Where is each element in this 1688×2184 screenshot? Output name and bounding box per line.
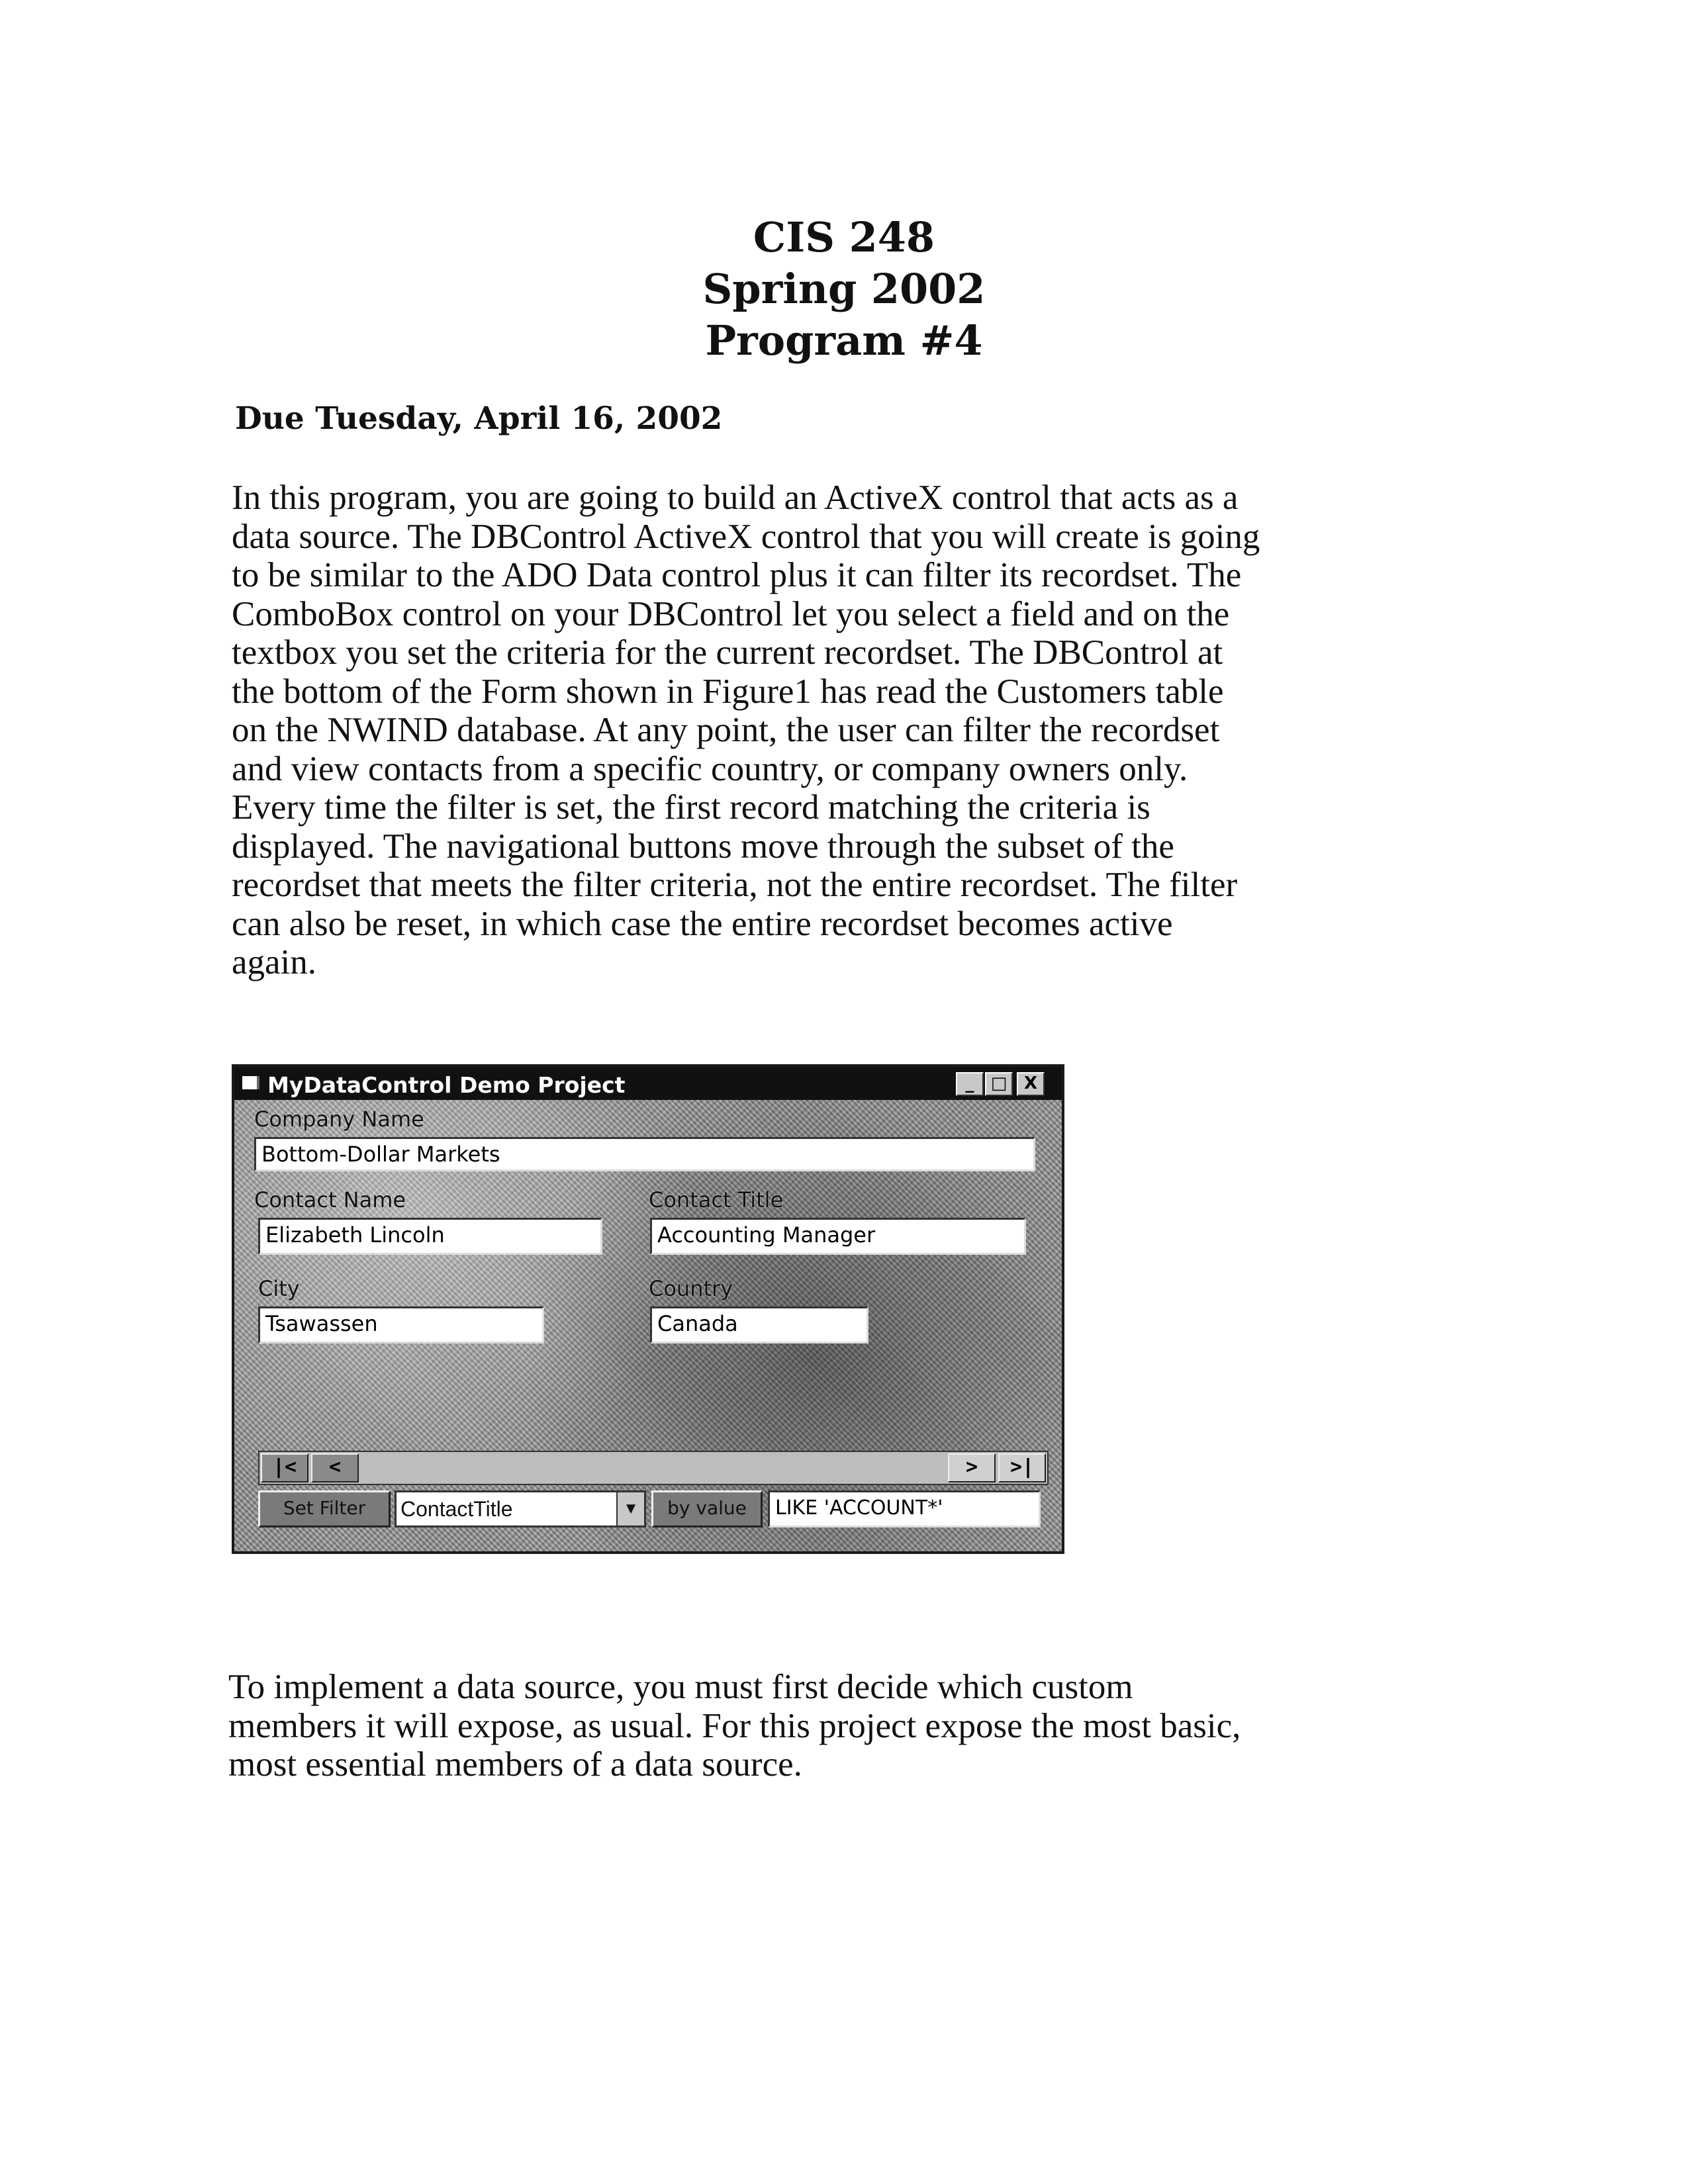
set-filter-button[interactable]: Set Filter <box>258 1490 391 1527</box>
intro-line: displayed. The navigational buttons move through the subset of the <box>232 827 1174 866</box>
term-title: Spring 2002 <box>702 265 986 313</box>
company-name-field[interactable]: Bottom-Dollar Markets <box>254 1137 1035 1171</box>
last-record-button[interactable]: >| <box>998 1453 1046 1482</box>
field-combo-box[interactable] <box>395 1490 646 1527</box>
document-header <box>0 212 1688 367</box>
intro-line: to be similar to the ADO Data control plus it can filter its recordset. The <box>232 556 1242 594</box>
contact-name-field[interactable]: Elizabeth Lincoln <box>258 1218 602 1255</box>
chevron-down-icon[interactable]: ▼ <box>616 1492 644 1525</box>
contact-name-label: Contact Name <box>254 1187 406 1212</box>
due-date: Due Tuesday, April 16, 2002 <box>235 400 723 437</box>
intro-line: data source. The DBControl ActiveX control that you will create is going <box>232 517 1260 556</box>
program-title: Program #4 <box>705 316 983 365</box>
intro-line: textbox you set the criteria for the current recordset. The DBControl at <box>232 633 1223 672</box>
country-label: Country <box>649 1276 733 1301</box>
company-name-label: Company Name <box>254 1107 424 1132</box>
window-titlebar[interactable] <box>234 1067 1062 1100</box>
closing-paragraph <box>228 1668 1433 1784</box>
intro-line: ComboBox control on your DBControl let you select a field and on the <box>232 594 1230 633</box>
intro-line: In this program, you are going to build an ActiveX control that acts as a <box>232 478 1239 517</box>
city-field[interactable]: Tsawassen <box>258 1306 544 1343</box>
next-record-button[interactable]: > <box>948 1453 996 1482</box>
record-navigation-bar <box>258 1451 1049 1485</box>
first-record-button[interactable]: |< <box>261 1453 308 1482</box>
intro-line: on the NWIND database. At any point, the user can filter the recordset <box>232 711 1220 749</box>
minimize-button[interactable]: _ <box>956 1072 984 1096</box>
intro-paragraph <box>232 478 1436 982</box>
closing-line: members it will expose, as usual. For this project expose the most basic, <box>228 1706 1241 1745</box>
closing-line: most essential members of a data source. <box>228 1745 802 1784</box>
contact-title-field[interactable]: Accounting Manager <box>650 1218 1026 1255</box>
contact-title-label: Contact Title <box>649 1187 784 1212</box>
by-value-button[interactable]: by value <box>651 1490 763 1527</box>
course-title: CIS 248 <box>753 213 935 261</box>
app-icon <box>242 1076 259 1089</box>
filter-criteria-field[interactable]: LIKE 'ACCOUNT*' <box>768 1490 1041 1527</box>
close-button[interactable]: X <box>1017 1072 1045 1096</box>
maximize-button[interactable]: □ <box>985 1072 1013 1096</box>
intro-line: the bottom of the Form shown in Figure1 has read the Customers table <box>232 672 1224 711</box>
country-field[interactable]: Canada <box>650 1306 868 1343</box>
intro-line: can also be reset, in which case the entire recordset becomes active <box>232 904 1173 943</box>
intro-line: again. <box>232 943 317 981</box>
closing-line: To implement a data source, you must first decide which custom <box>228 1668 1133 1706</box>
intro-line: recordset that meets the filter criteria, not the entire recordset. The filter <box>232 866 1238 904</box>
window-title: MyDataControl Demo Project <box>267 1072 626 1098</box>
field-combo-value: ContactTitle <box>400 1497 513 1521</box>
previous-record-button[interactable]: < <box>311 1453 359 1482</box>
demo-window-figure <box>232 1064 1064 1554</box>
intro-line: Every time the filter is set, the first record matching the criteria is <box>232 788 1150 827</box>
city-label: City <box>258 1276 300 1301</box>
intro-line: and view contacts from a specific country, or company owners only. <box>232 749 1188 788</box>
